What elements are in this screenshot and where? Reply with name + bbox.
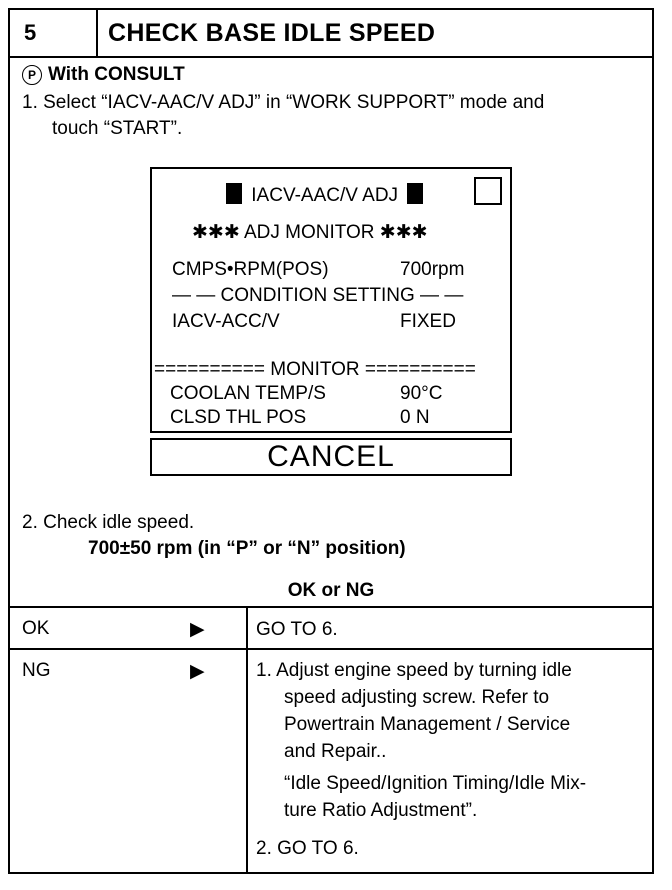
ng-action-line: 2. GO TO 6. [256, 838, 359, 859]
idle-speed-spec: 700±50 rpm (in “P” or “N” position) [88, 538, 406, 559]
ng-action-line: ture Ratio Adjustment”. [284, 800, 478, 821]
consult-screen [150, 167, 512, 433]
row-label: IACV-ACC/V [172, 311, 280, 332]
column-divider [246, 606, 248, 872]
black-square-icon [407, 183, 423, 204]
divider [10, 648, 652, 650]
result-heading: OK or NG [287, 580, 375, 601]
step-number: 5 [10, 10, 98, 56]
step-header [10, 10, 652, 58]
screen-subtitle: ✱✱✱ ADJ MONITOR ✱✱✱ [192, 222, 428, 243]
screen-title-row [226, 183, 423, 207]
cancel-button[interactable]: CANCEL [150, 438, 512, 476]
consult-heading [22, 64, 185, 86]
step1-line1: 1. Select “IACV-AAC/V ADJ” in “WORK SUPPORT” mode and [22, 92, 545, 113]
ng-action-line: 1. Adjust engine speed by turning idle [256, 660, 572, 681]
step1-line2: touch “START”. [52, 118, 183, 139]
row-value: 0 N [400, 407, 430, 428]
consult-heading-text: With CONSULT [48, 64, 185, 85]
result-ng-label: NG [22, 660, 51, 681]
row-value: FIXED [400, 311, 456, 332]
step-title: CHECK BASE IDLE SPEED [108, 19, 436, 47]
result-ok-action: GO TO 6. [256, 619, 338, 640]
row-value: 700rpm [400, 259, 465, 280]
row-label: CMPS•RPM(POS) [172, 259, 329, 280]
ng-action-line: Powertrain Management / Service [284, 714, 571, 735]
arrow-right-icon: ▶ [190, 661, 205, 682]
divider [10, 606, 652, 608]
result-ok-label: OK [22, 618, 50, 639]
black-square-icon [226, 183, 242, 204]
step2-text: 2. Check idle speed. [22, 512, 195, 533]
row-value: 90°C [400, 383, 443, 404]
screen-title: IACV-AAC/V ADJ [251, 185, 399, 206]
checkbox-icon[interactable] [474, 177, 502, 205]
ng-action-line: “Idle Speed/Ignition Timing/Idle Mix- [284, 773, 587, 794]
condition-heading: — — CONDITION SETTING — — [172, 285, 464, 306]
procedure-frame [8, 8, 654, 874]
consult-icon: P [22, 65, 42, 85]
arrow-right-icon: ▶ [190, 619, 205, 640]
ng-action-line: speed adjusting screw. Refer to [284, 687, 550, 708]
row-label: COOLAN TEMP/S [170, 383, 326, 404]
row-label: CLSD THL POS [170, 407, 307, 428]
ng-action-line: and Repair.. [284, 741, 387, 762]
monitor-heading: ========== MONITOR ========== [154, 359, 476, 380]
